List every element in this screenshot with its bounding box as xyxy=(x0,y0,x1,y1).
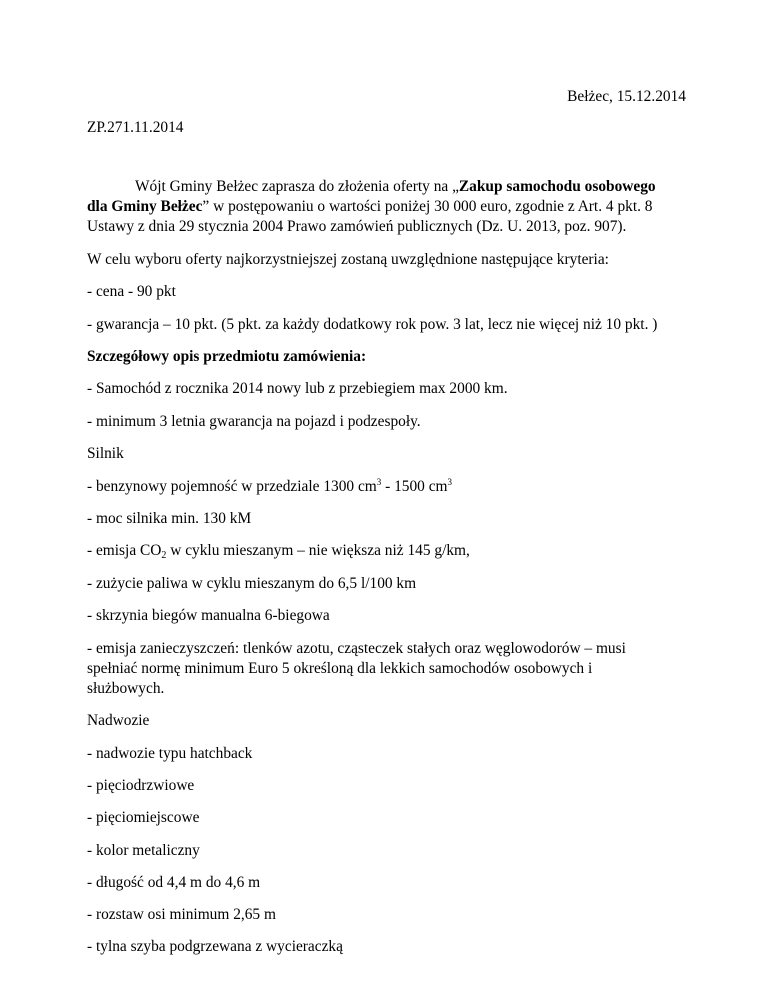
engine-capacity-text: - benzynowy pojemność w przedziale 1300 cm xyxy=(87,478,377,495)
intro-text: Wójt Gminy Bełżec zaprasza do złożenia oferty na „ xyxy=(135,178,459,195)
body-item: - nadwozie typu hatchback xyxy=(87,745,253,762)
body-item: - pięciodrzwiowe xyxy=(87,777,195,794)
body-item: - rozstaw osi minimum 2,65 m xyxy=(87,906,276,923)
intro-line-2 xyxy=(87,198,653,216)
criteria-price: - cena - 90 pkt xyxy=(87,283,176,300)
engine-co2 xyxy=(87,542,470,560)
subject-title-part-2: dla Gminy Bełżec xyxy=(87,198,203,215)
superscript: 3 xyxy=(447,477,453,487)
body-item: - kolor metaliczny xyxy=(87,842,200,859)
engine-emission-line-3: służbowych. xyxy=(87,680,165,697)
body-item: - pięciomiejscowe xyxy=(87,809,200,826)
engine-capacity xyxy=(87,478,452,496)
engine-capacity-text: - 1500 cm xyxy=(381,478,448,495)
engine-co2-text: - emisja CO xyxy=(87,542,162,559)
engine-gearbox: - skrzynia biegów manualna 6-biegowa xyxy=(87,607,330,624)
engine-co2-text: w cyklu mieszanym – nie większa niż 145 g/km, xyxy=(166,542,470,559)
body-item: - tylna szyba podgrzewana z wycieraczką xyxy=(87,938,343,955)
engine-fuel: - zużycie paliwa w cyklu mieszanym do 6,5 l/100 km xyxy=(87,575,417,592)
intro-text: ” w postępowaniu o wartości poniżej 30 000 euro, zgodnie z Art. 4 pkt. 8 xyxy=(202,198,653,215)
engine-emission-line-1: - emisja zanieczyszczeń: tlenków azotu, cząsteczek stałych oraz węglowodorów – musi xyxy=(87,640,626,657)
subject-title-part-1: Zakup samochodu osobowego xyxy=(458,178,656,195)
subscript: 2 xyxy=(161,550,167,561)
spec-car-year: - Samochód z rocznika 2014 nowy lub z przebiegiem max 2000 km. xyxy=(87,380,508,397)
spec-heading-text: Szczegółowy opis przedmiotu zamówienia: xyxy=(87,348,367,365)
engine-heading: Silnik xyxy=(87,445,124,462)
place-date: Bełżec, 15.12.2014 xyxy=(567,88,686,105)
criteria-heading: W celu wyboru oferty najkorzystniejszej zostaną uwzględnione następujące kryteria: xyxy=(87,251,609,268)
body-heading: Nadwozie xyxy=(87,712,150,729)
engine-power: - moc silnika min. 130 kM xyxy=(87,510,252,527)
engine-emission-line-2: spełniać normę minimum Euro 5 określoną dla lekkich samochodów osobowych i xyxy=(87,660,593,677)
superscript: 3 xyxy=(376,477,382,487)
reference-number: ZP.271.11.2014 xyxy=(87,119,184,136)
body-item: - długość od 4,4 m do 4,6 m xyxy=(87,874,261,891)
criteria-warranty: - gwarancja – 10 pkt. (5 pkt. za każdy dodatkowy rok pow. 3 lat, lecz nie więcej niż 10 pkt. ) xyxy=(87,316,658,333)
spec-heading xyxy=(87,348,366,366)
intro-line-1 xyxy=(135,178,656,196)
intro-line-3: Ustawy z dnia 29 stycznia 2004 Prawo zamówień publicznych (Dz. U. 2013, poz. 907). xyxy=(87,218,627,235)
spec-min-warranty: - minimum 3 letnia gwarancja na pojazd i podzespoły. xyxy=(87,413,421,430)
